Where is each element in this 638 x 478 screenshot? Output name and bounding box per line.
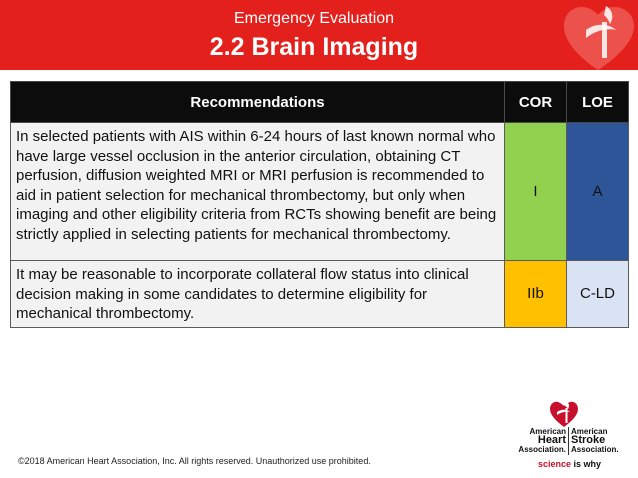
loe-cell: A bbox=[567, 123, 629, 261]
asa-wordmark bbox=[571, 427, 631, 454]
section-subtitle: Emergency Evaluation bbox=[233, 10, 395, 27]
header-divider bbox=[0, 70, 638, 73]
column-header-recommendations: Recommendations bbox=[11, 82, 505, 123]
table-header-row bbox=[11, 82, 629, 123]
recommendation-cell: In selected patients with AIS within 6-24 hours of last known normal who have large vessel occlusion in the anterior circulation, obtaining CT perfusion, diffusion weighted MRI or MRI perfusion is recommended to aid in patient selection for mechanical thrombectomy, but only when imaging and other eligibility criteria from RCTs showing benefit are being strictly applied in selecting patients for mechanical thrombectomy. bbox=[11, 123, 505, 261]
tagline-science: science bbox=[538, 459, 572, 469]
aha-wordmark bbox=[512, 427, 566, 454]
heart-torch-icon bbox=[549, 400, 579, 428]
column-header-cor: COR bbox=[505, 82, 567, 123]
heart-torch-watermark-icon bbox=[558, 0, 638, 70]
aha-line1: American bbox=[529, 427, 566, 436]
column-header-loe: LOE bbox=[567, 82, 629, 123]
aha-line2: Heart bbox=[537, 434, 566, 446]
loe-cell: C-LD bbox=[567, 261, 629, 328]
aha-asa-logo bbox=[512, 400, 630, 470]
copyright-notice: ©2018 American Heart Association, Inc. All rights reserved. Unauthorized use prohibited. bbox=[18, 456, 371, 466]
tagline-rest: is why bbox=[571, 459, 602, 469]
page-title: 2.2 Brain Imaging bbox=[209, 33, 419, 61]
cor-cell: IIb bbox=[505, 261, 567, 328]
asa-line3: Association. bbox=[571, 445, 619, 454]
tagline bbox=[538, 459, 601, 469]
header-banner bbox=[0, 0, 638, 70]
asa-line2: Stroke bbox=[571, 434, 606, 446]
recommendations-table bbox=[10, 81, 629, 328]
recommendation-cell: It may be reasonable to incorporate collateral flow status into clinical decision making in some candidates to determine eligibility for mechanical thrombectomy. bbox=[11, 261, 505, 328]
aha-line3: Association. bbox=[518, 445, 566, 454]
cor-cell: I bbox=[505, 123, 567, 261]
table-row bbox=[11, 261, 629, 328]
asa-line1: American bbox=[571, 427, 608, 436]
table-row bbox=[11, 123, 629, 261]
logo-divider bbox=[568, 427, 569, 455]
